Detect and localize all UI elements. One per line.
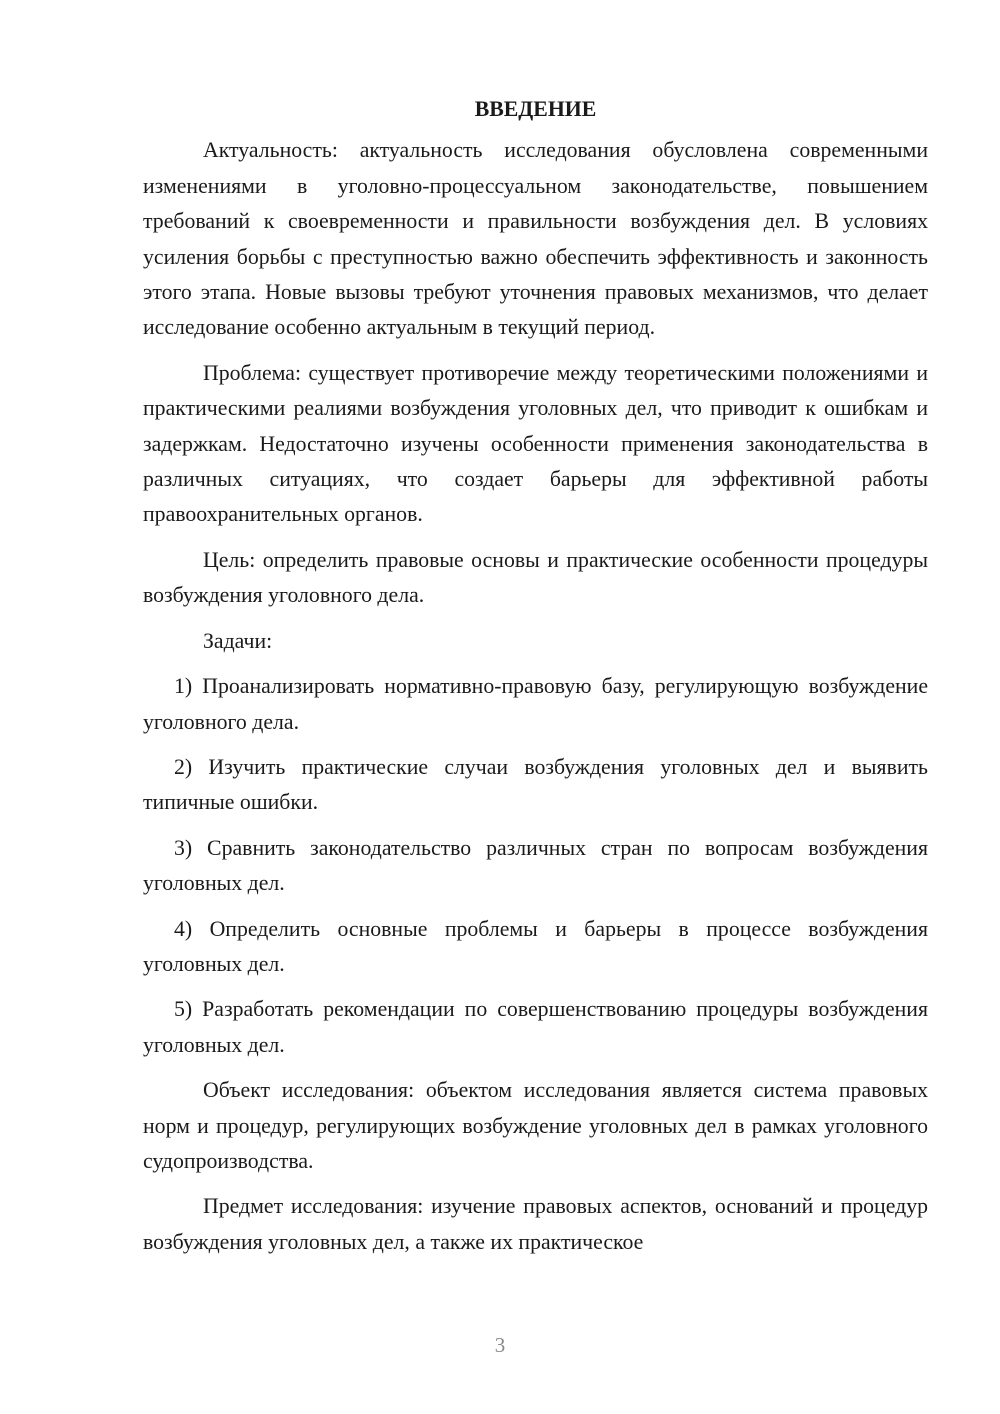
paragraph-subject: Предмет исследования: изучение правовых аспектов, оснований и процедур возбуждения уголовных дел, а также их практическое: [143, 1194, 928, 1254]
task-item: 3) Сравнить законодательство различных стран по вопросам возбуждения уголовных дел.: [143, 835, 928, 896]
section-heading: ВВЕДЕНИЕ: [474, 97, 597, 121]
task-item: 2) Изучить практические случаи возбуждения уголовных дел и выявить типичные ошибки.: [143, 754, 928, 815]
tasks-label: Задачи:: [203, 628, 273, 653]
paragraph-problem: Проблема: существует противоречие между теоретическими положениями и практическими реалиями возбуждения уголовных дел, что приводит к ошибкам и задержкам. Недостаточно изучены особенности применения законодательства в различных ситуациях, что создает барьеры для эффективной работы правоохранительных органов.: [143, 360, 928, 527]
paragraph-relevance: Актуальность: актуальность исследования обусловлена современными изменениями в уголовно-процессуальном законодательстве, повышением требований к своевременности и правильности возбуждения дел. В условиях усиления борьбы с преступностью важно обеспечить эффективность и законность этого этапа. Новые вызовы требуют уточнения правовых механизмов, что делает исследование особенно актуальным в текущий период.: [143, 138, 928, 340]
paragraph-object: Объект исследования: объектом исследования является система правовых норм и процедур, регулирующих возбуждение уголовных дел в рамках уголовного судопроизводства.: [143, 1078, 928, 1173]
task-item: 5) Разработать рекомендации по совершенствованию процедуры возбуждения уголовных дел.: [143, 997, 928, 1057]
page-content: [143, 92, 928, 1270]
task-item: 4) Определить основные проблемы и барьеры в процессе возбуждения уголовных дел.: [143, 916, 928, 976]
task-item: 1) Проанализировать нормативно-правовую базу, регулирующую возбуждение уголовного дела.: [143, 674, 928, 734]
page-number: 3: [494, 1333, 506, 1357]
paragraph-goal: Цель: определить правовые основы и практические особенности процедуры возбуждения уголовного дела.: [143, 547, 928, 608]
